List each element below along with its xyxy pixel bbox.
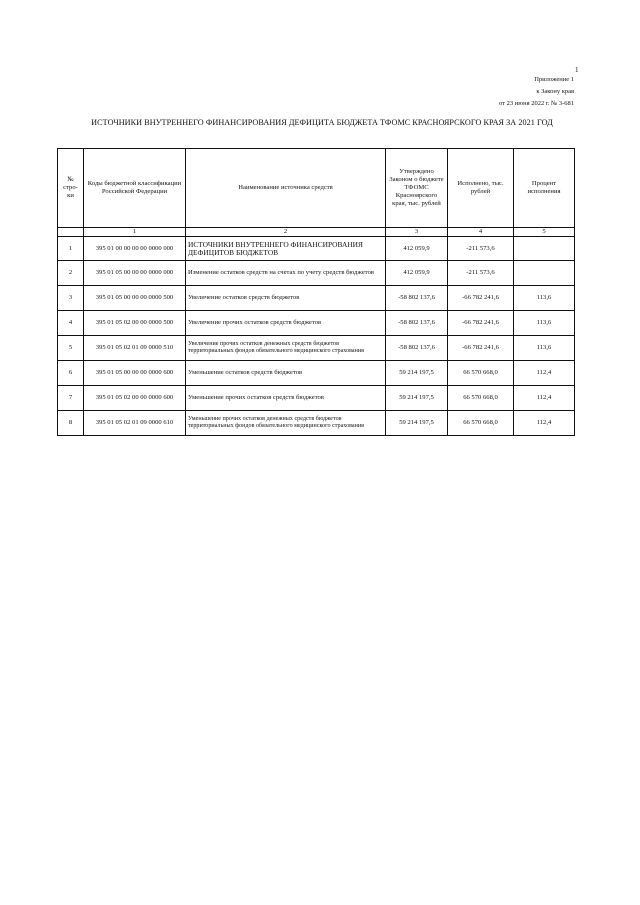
table-row	[58, 386, 575, 411]
appendix-note	[499, 74, 574, 110]
row-code: 395 01 05 02 00 00 0000 600	[84, 386, 186, 411]
table-row	[58, 311, 575, 336]
row-executed: -66 782 241,6	[448, 286, 514, 311]
document-title: ИСТОЧНИКИ ВНУТРЕННЕГО ФИНАНСИРОВАНИЯ ДЕФИЦИТА БЮДЖЕТА ТФОМС КРАСНОЯРСКОГО КРАЯ ЗА 2021 ГОД	[91, 118, 553, 127]
page-number: 1	[575, 66, 579, 74]
row-code: 395 01 05 02 01 09 0000 510	[84, 336, 186, 361]
column-number: 4	[448, 228, 514, 237]
row-approved: -58 802 137,6	[386, 286, 448, 311]
row-approved: 59 214 197,5	[386, 411, 448, 436]
row-approved: 59 214 197,5	[386, 386, 448, 411]
row-number: 5	[58, 336, 84, 361]
row-percent: 113,6	[514, 336, 575, 361]
row-percent: 112,4	[514, 386, 575, 411]
row-executed: 66 570 668,0	[448, 411, 514, 436]
column-number: 5	[514, 228, 575, 237]
column-number-row	[58, 228, 575, 237]
appendix-line-1: Приложение 1	[534, 76, 574, 83]
row-name: Уменьшение прочих остатков денежных средств бюджетов территориальных фондов обязательного медицинского страхования	[186, 411, 386, 436]
header-row-no: № стро- ки	[58, 149, 84, 228]
column-number: 1	[84, 228, 186, 237]
appendix-line-2: к Закону края	[536, 88, 574, 95]
header-percent: Процент исполнения	[514, 149, 575, 228]
table-row	[58, 261, 575, 286]
row-percent: 112,4	[514, 361, 575, 386]
row-approved: -58 802 137,6	[386, 336, 448, 361]
row-percent: 113,6	[514, 286, 575, 311]
row-approved: 59 214 197,5	[386, 361, 448, 386]
row-code: 395 01 05 02 00 00 0000 500	[84, 311, 186, 336]
row-number: 1	[58, 237, 84, 261]
row-code: 395 01 05 02 01 09 0000 610	[84, 411, 186, 436]
row-percent	[514, 261, 575, 286]
row-approved: 412 059,9	[386, 237, 448, 261]
row-name: Увеличение остатков средств бюджетов	[186, 286, 386, 311]
row-percent: 113,6	[514, 311, 575, 336]
row-number: 7	[58, 386, 84, 411]
row-name: Изменение остатков средств на счетах по учету средств бюджетов	[186, 261, 386, 286]
header-approved: Утверждено Законом о бюджете ТФОМС Красноярского края, тыс. рублей	[386, 149, 448, 228]
column-number-blank	[58, 228, 84, 237]
row-code: 395 01 05 00 00 00 0000 600	[84, 361, 186, 386]
row-name: Увеличение прочих остатков средств бюджетов	[186, 311, 386, 336]
table-row	[58, 286, 575, 311]
table-row	[58, 361, 575, 386]
row-name: Уменьшение остатков средств бюджетов	[186, 361, 386, 386]
header-name: Наименование источника средств	[186, 149, 386, 228]
row-number: 4	[58, 311, 84, 336]
header-row	[58, 149, 575, 228]
row-name: Уменьшение прочих остатков средств бюджетов	[186, 386, 386, 411]
row-executed: -66 782 241,6	[448, 336, 514, 361]
row-executed: -66 782 241,6	[448, 311, 514, 336]
row-name: Увеличение прочих остатков денежных средств бюджетов территориальных фондов обязательного медицинского страхования	[186, 336, 386, 361]
row-number: 2	[58, 261, 84, 286]
appendix-line-3: от 23 июня 2022 г. № 3-681	[499, 100, 574, 107]
table-row	[58, 411, 575, 436]
row-number: 6	[58, 361, 84, 386]
row-executed: -211 573,6	[448, 261, 514, 286]
row-name: ИСТОЧНИКИ ВНУТРЕННЕГО ФИНАНСИРОВАНИЯ ДЕФИЦИТОВ БЮДЖЕТОВ	[186, 237, 386, 261]
row-executed: -211 573,6	[448, 237, 514, 261]
column-number: 2	[186, 228, 386, 237]
row-executed: 66 570 668,0	[448, 361, 514, 386]
column-number: 3	[386, 228, 448, 237]
row-number: 8	[58, 411, 84, 436]
row-number: 3	[58, 286, 84, 311]
header-executed: Исполнено, тыс. рублей	[448, 149, 514, 228]
table-row	[58, 237, 575, 261]
table-row	[58, 336, 575, 361]
row-percent	[514, 237, 575, 261]
row-code: 395 01 00 00 00 00 0000 000	[84, 237, 186, 261]
row-code: 395 01 05 00 00 00 0000 500	[84, 286, 186, 311]
row-code: 395 01 05 00 00 00 0000 000	[84, 261, 186, 286]
header-code: Коды бюджетной классификации Российской Федерации	[84, 149, 186, 228]
row-percent: 112,4	[514, 411, 575, 436]
sources-table	[57, 148, 575, 436]
row-approved: -58 802 137,6	[386, 311, 448, 336]
row-executed: 66 570 668,0	[448, 386, 514, 411]
row-approved: 412 059,9	[386, 261, 448, 286]
